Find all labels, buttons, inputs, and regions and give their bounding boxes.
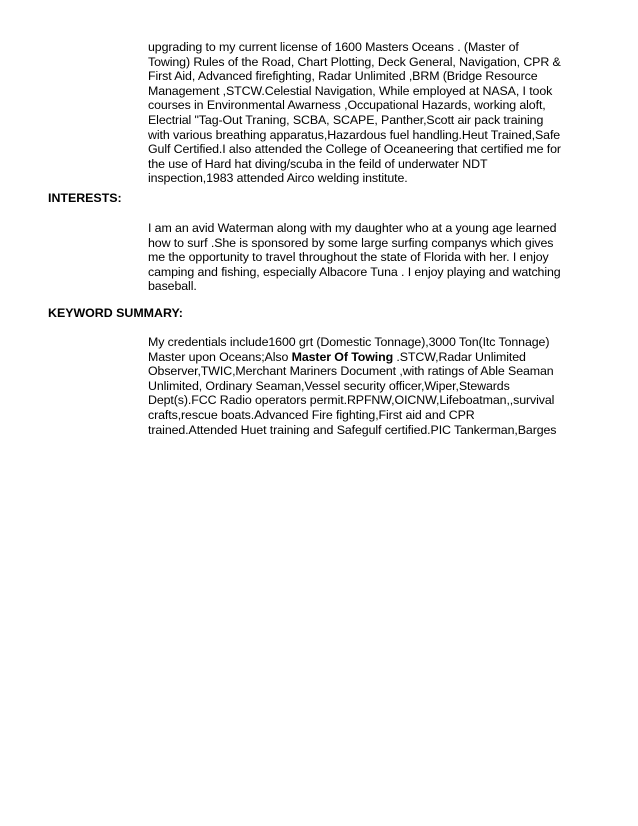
training-line: Management ,STCW.Celestial Navigation, While employed at NASA, I took xyxy=(148,83,553,98)
interests-line: how to surf .She is sponsored by some large surfing companys which gives xyxy=(148,235,554,250)
keyword-line: My credentials include1600 grt (Domestic Tonnage),3000 Ton(Itc Tonnage) xyxy=(148,335,550,349)
keyword-line xyxy=(148,350,578,365)
keyword-summary-heading: KEYWORD SUMMARY: xyxy=(48,306,183,320)
training-paragraph xyxy=(148,40,578,186)
keyword-text: Master upon Oceans;Also xyxy=(148,349,292,364)
keyword-line: trained.Attended Huet training and Safegulf certified.PIC Tankerman,Barges xyxy=(148,422,557,437)
interests-line: camping and fishing, especially Albacore Tuna . I enjoy playing and watching xyxy=(148,264,561,279)
interests-line: baseball. xyxy=(148,279,197,294)
keyword-summary-paragraph xyxy=(148,335,578,437)
training-line: First Aid, Advanced firefighting, Radar Unlimited ,BRM (Bridge Resource xyxy=(148,69,538,84)
keyword-line: Unlimited, Ordinary Seaman,Vessel security officer,Wiper,Stewards xyxy=(148,378,510,393)
master-of-towing-emphasis: Master Of Towing xyxy=(291,349,394,364)
keyword-line: Observer,TWIC,Merchant Mariners Document ,with ratings of Able Seaman xyxy=(148,364,554,379)
training-line: upgrading to my current license of 1600 Masters Oceans . (Master of xyxy=(148,40,519,54)
training-line: courses in Environmental Awarness ,Occupational Hazards, working aloft, xyxy=(148,98,546,113)
training-line: with various breathing apparatus,Hazardous fuel handling.Heut Trained,Safe xyxy=(148,127,561,142)
training-line: the use of Hard hat diving/scuba in the feild of underwater NDT xyxy=(148,156,488,171)
keyword-line: crafts,rescue boats.Advanced Fire fighting,First aid and CPR xyxy=(148,407,475,422)
keyword-line: Dept(s).FCC Radio operators permit.RPFNW,OICNW,Lifeboatman,,survival xyxy=(148,393,555,408)
training-line: Gulf Certified.I also attended the College of Oceaneering that certified me for xyxy=(148,142,561,157)
interests-paragraph xyxy=(148,221,578,294)
keyword-text: .STCW,Radar Unlimited xyxy=(393,349,526,364)
training-line: inspection,1983 attended Airco welding institute. xyxy=(148,171,408,186)
interests-line: me the opportunity to travel throughout the state of Florida with her. I enjoy xyxy=(148,250,549,265)
training-line: Towing) Rules of the Road, Chart Plotting, Deck General, Navigation, CPR & xyxy=(148,54,561,69)
interests-heading: INTERESTS: xyxy=(48,191,122,205)
interests-line: I am an avid Waterman along with my daughter who at a young age learned xyxy=(148,221,557,235)
training-line: Electrial "Tag-Out Traning, SCBA, SCAPE, Panther,Scott air pack training xyxy=(148,112,544,127)
